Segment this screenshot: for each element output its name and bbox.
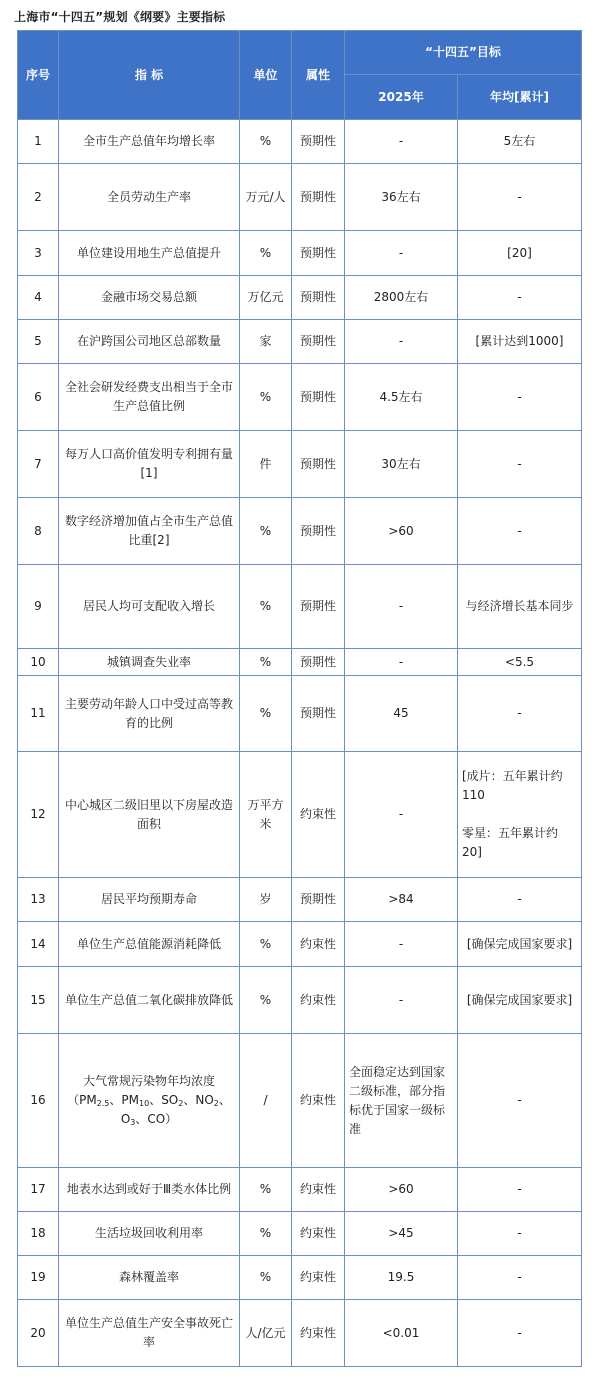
row-attr: 预期性 (292, 565, 345, 649)
row-number: 16 (18, 1034, 59, 1168)
header-unit: 单位 (240, 31, 292, 120)
row-annual: - (458, 498, 582, 565)
table-row (18, 231, 582, 276)
row-number: 18 (18, 1212, 59, 1256)
row-unit: 万平方米 (240, 752, 292, 878)
row-unit: 岁 (240, 878, 292, 922)
page-title: 上海市“十四五”规划《纲要》主要指标 (14, 10, 226, 24)
row-2025: >60 (345, 498, 458, 565)
row-2025: - (345, 320, 458, 364)
row-number: 9 (18, 565, 59, 649)
row-unit: 家 (240, 320, 292, 364)
row-annual: - (458, 1212, 582, 1256)
row-attr: 预期性 (292, 320, 345, 364)
table-row (18, 431, 582, 498)
row-2025: - (345, 565, 458, 649)
row-attr: 预期性 (292, 431, 345, 498)
row-attr: 约束性 (292, 1168, 345, 1212)
row-annual: <5.5 (458, 649, 582, 676)
row-indicator: 生活垃圾回收利用率 (59, 1212, 240, 1256)
row-indicator: 单位建设用地生产总值提升 (59, 231, 240, 276)
row-indicator (59, 1034, 240, 1168)
row-indicator: 单位生产总值生产安全事故死亡率 (59, 1300, 240, 1367)
header-attr: 属性 (292, 31, 345, 120)
row-indicator: 单位生产总值能源消耗降低 (59, 922, 240, 967)
row-unit: % (240, 120, 292, 164)
header-target: “十四五”目标 (345, 31, 582, 75)
row-unit: 万亿元 (240, 276, 292, 320)
row-annual: 5左右 (458, 120, 582, 164)
row-indicator: 在沪跨国公司地区总部数量 (59, 320, 240, 364)
row-number: 2 (18, 164, 59, 231)
row-number: 3 (18, 231, 59, 276)
row-number: 20 (18, 1300, 59, 1367)
row-annual: [确保完成国家要求] (458, 922, 582, 967)
row-attr: 约束性 (292, 1212, 345, 1256)
table-row (18, 1300, 582, 1367)
row-unit: 件 (240, 431, 292, 498)
row-attr: 预期性 (292, 231, 345, 276)
row-attr: 预期性 (292, 364, 345, 431)
row-2025: - (345, 752, 458, 878)
row-indicator: 城镇调查失业率 (59, 649, 240, 676)
row-indicator: 地表水达到或好于Ⅲ类水体比例 (59, 1168, 240, 1212)
row-2025: >84 (345, 878, 458, 922)
row-2025: 全面稳定达到国家二级标准，部分指标优于国家一级标准 (345, 1034, 458, 1168)
row-unit: / (240, 1034, 292, 1168)
row-attr: 约束性 (292, 1300, 345, 1367)
row-indicator: 居民平均预期寿命 (59, 878, 240, 922)
row-annual: [累计达到1000] (458, 320, 582, 364)
row-number: 5 (18, 320, 59, 364)
row-2025: 36左右 (345, 164, 458, 231)
row-2025: >45 (345, 1212, 458, 1256)
row-attr: 约束性 (292, 752, 345, 878)
row-indicator: 单位生产总值二氧化碳排放降低 (59, 967, 240, 1034)
table-row (18, 752, 582, 878)
indicators-table (17, 30, 582, 1367)
row-attr: 约束性 (292, 922, 345, 967)
row-unit: % (240, 1212, 292, 1256)
row-annual: - (458, 1034, 582, 1168)
annual-note-scattered: 零星：五年累计约20] (462, 826, 559, 859)
row-2025: - (345, 231, 458, 276)
row-annual: 与经济增长基本同步 (458, 565, 582, 649)
row-annual: - (458, 878, 582, 922)
row-number: 1 (18, 120, 59, 164)
pollutant-sub: 2.5 (96, 1099, 110, 1108)
row-indicator: 数字经济增加值占全市生产总值比重[2] (59, 498, 240, 565)
table-row (18, 320, 582, 364)
table-row (18, 1168, 582, 1212)
pollutant-text: 大气常规污染物年均浓度（PM (67, 1074, 215, 1107)
table-row (18, 1034, 582, 1168)
row-unit: 万元/人 (240, 164, 292, 231)
row-annual: [20] (458, 231, 582, 276)
row-annual: - (458, 364, 582, 431)
row-annual: - (458, 431, 582, 498)
header-annual: 年均[累计] (458, 75, 582, 120)
row-indicator: 每万人口高价值发明专利拥有量[1] (59, 431, 240, 498)
row-2025: 45 (345, 676, 458, 752)
row-unit: % (240, 967, 292, 1034)
row-indicator: 主要劳动年龄人口中受过高等教育的比例 (59, 676, 240, 752)
table-row (18, 498, 582, 565)
row-indicator: 全员劳动生产率 (59, 164, 240, 231)
table-row (18, 565, 582, 649)
table-row (18, 967, 582, 1034)
row-indicator: 全市生产总值年均增长率 (59, 120, 240, 164)
row-number: 10 (18, 649, 59, 676)
row-number: 11 (18, 676, 59, 752)
row-number: 6 (18, 364, 59, 431)
table-row (18, 878, 582, 922)
table-row (18, 164, 582, 231)
row-unit: % (240, 922, 292, 967)
table-row (18, 364, 582, 431)
row-2025: 19.5 (345, 1256, 458, 1300)
row-number: 14 (18, 922, 59, 967)
row-attr: 预期性 (292, 498, 345, 565)
row-attr: 预期性 (292, 164, 345, 231)
row-attr: 预期性 (292, 878, 345, 922)
pollutant-sub: 2 (213, 1099, 219, 1108)
row-number: 8 (18, 498, 59, 565)
row-2025: >60 (345, 1168, 458, 1212)
row-attr: 约束性 (292, 1256, 345, 1300)
row-indicator: 中心城区二级旧里以下房屋改造面积 (59, 752, 240, 878)
row-2025: - (345, 649, 458, 676)
pollutant-sub: 3 (130, 1118, 136, 1127)
row-annual: - (458, 676, 582, 752)
row-attr: 约束性 (292, 1034, 345, 1168)
row-annual: - (458, 276, 582, 320)
row-indicator: 金融市场交易总额 (59, 276, 240, 320)
row-indicator: 森林覆盖率 (59, 1256, 240, 1300)
table-row (18, 276, 582, 320)
row-indicator: 全社会研发经费支出相当于全市生产总值比例 (59, 364, 240, 431)
table-row (18, 649, 582, 676)
row-annual: [确保完成国家要求] (458, 967, 582, 1034)
table-row (18, 1212, 582, 1256)
row-unit: % (240, 364, 292, 431)
row-annual: - (458, 1256, 582, 1300)
annual-note-area: [成片：五年累计约110 (462, 769, 563, 802)
row-number: 15 (18, 967, 59, 1034)
pollutant-text: 、SO (149, 1093, 179, 1107)
row-number: 19 (18, 1256, 59, 1300)
row-2025: - (345, 922, 458, 967)
row-annual: - (458, 1168, 582, 1212)
row-annual (458, 752, 582, 878)
row-number: 13 (18, 878, 59, 922)
pollutant-text: 、NO (183, 1093, 214, 1107)
row-2025: - (345, 120, 458, 164)
row-2025: 4.5左右 (345, 364, 458, 431)
pollutant-text: 、O (120, 1093, 231, 1126)
row-unit: % (240, 1256, 292, 1300)
row-attr: 预期性 (292, 649, 345, 676)
row-unit: % (240, 565, 292, 649)
row-2025: 30左右 (345, 431, 458, 498)
row-unit: % (240, 676, 292, 752)
row-2025: <0.01 (345, 1300, 458, 1367)
row-attr: 预期性 (292, 120, 345, 164)
pollutant-text: 、CO） (135, 1112, 178, 1126)
row-unit: % (240, 498, 292, 565)
table-row (18, 1256, 582, 1300)
row-unit: % (240, 231, 292, 276)
row-indicator: 居民人均可支配收入增长 (59, 565, 240, 649)
header-2025: 2025年 (345, 75, 458, 120)
header-seq: 序号 (18, 31, 59, 120)
pollutant-text: 、PM (109, 1093, 139, 1107)
row-unit: % (240, 649, 292, 676)
row-attr: 预期性 (292, 676, 345, 752)
pollutant-sub: 2 (178, 1099, 184, 1108)
row-number: 7 (18, 431, 59, 498)
table-row (18, 922, 582, 967)
header-indicator: 指 标 (59, 31, 240, 120)
row-2025: - (345, 967, 458, 1034)
row-unit: 人/亿元 (240, 1300, 292, 1367)
row-unit: % (240, 1168, 292, 1212)
row-annual: - (458, 164, 582, 231)
row-annual: - (458, 1300, 582, 1367)
pollutant-sub: 10 (139, 1099, 150, 1108)
table-row (18, 676, 582, 752)
row-number: 4 (18, 276, 59, 320)
table-row (18, 120, 582, 164)
row-number: 12 (18, 752, 59, 878)
row-attr: 预期性 (292, 276, 345, 320)
row-number: 17 (18, 1168, 59, 1212)
row-attr: 约束性 (292, 967, 345, 1034)
row-2025: 2800左右 (345, 276, 458, 320)
